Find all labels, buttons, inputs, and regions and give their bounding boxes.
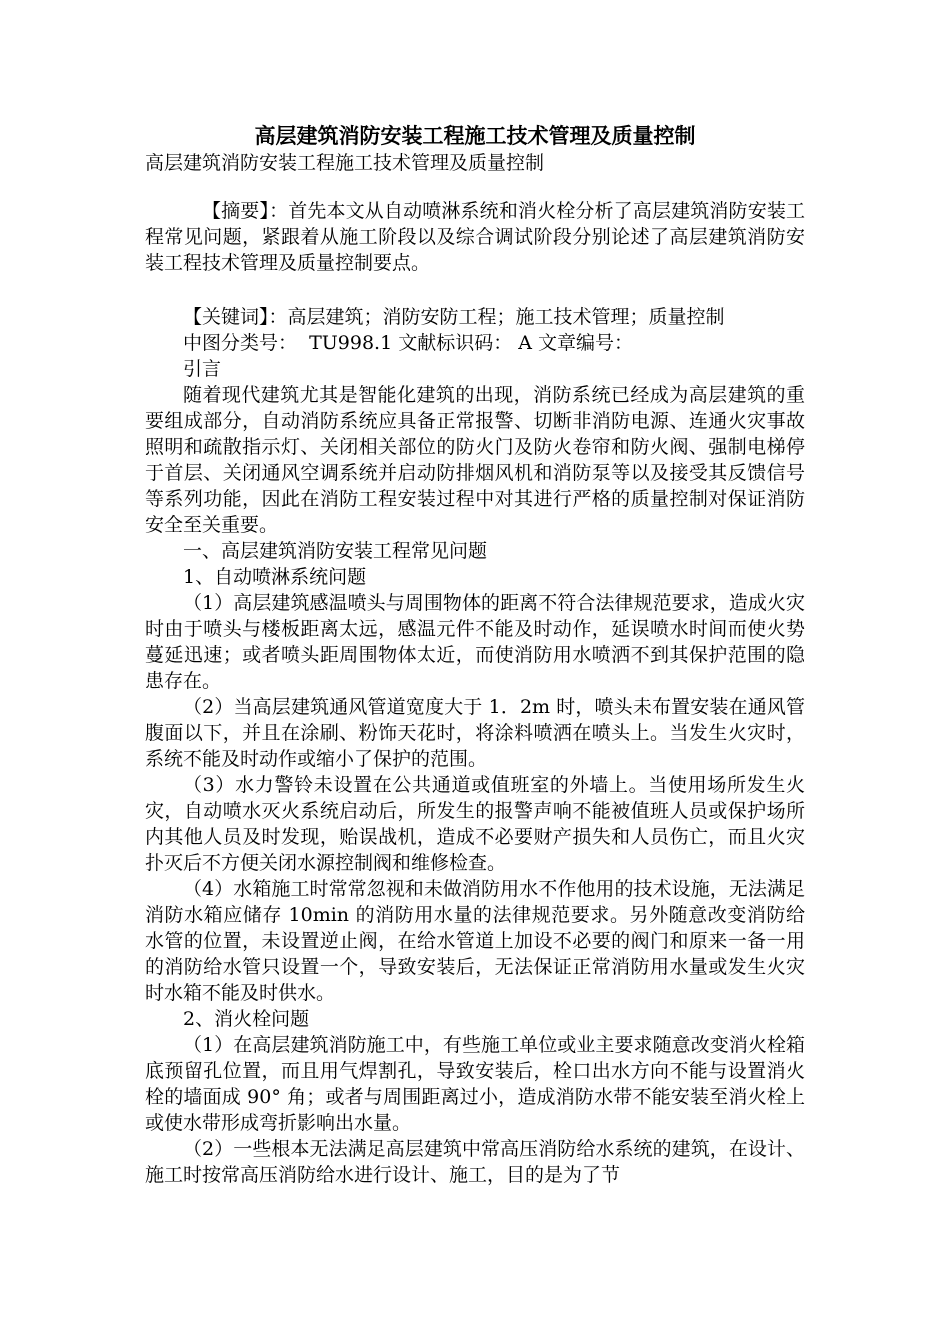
intro-heading: 引言 <box>183 358 222 380</box>
sprinkler-item-1: （1）高层建筑感温喷头与周围物体的距离不符合法律规范要求，造成火灾时由于喷头与楼板距离太远，感温元件不能及时动作，延误喷水时间而使火势蔓延迅速；或者喷头距周围物体太近，而使消防用水喷洒不到其保护范围的隐患存在。 <box>145 592 805 692</box>
document-body <box>145 198 805 1188</box>
document-subtitle: 高层建筑消防安装工程施工技术管理及质量控制 <box>145 152 545 174</box>
sprinkler-item-3: （3）水力警铃未设置在公共通道或值班室的外墙上。当使用场所发生火灾，自动喷水灭火系统启动后，所发生的报警声响不能被值班人员或保护场所内其他人员及时发现，贻误战机，造成不必要财产损失和人员伤亡，而且火灾扑灭后不方便关闭水源控制阀和维修检查。 <box>145 774 805 874</box>
sprinkler-item-2: （2）当高层建筑通风管道宽度大于 1．2m 时，喷头未布置安装在通风管腹面以下，并且在涂刷、粉饰天花时，将涂料喷洒在喷头上。当发生火灾时，系统不能及时动作或缩小了保护的范围。 <box>145 696 805 770</box>
classification-line: 中图分类号： TU998.1 文献标识码： A 文章编号： <box>183 332 633 354</box>
hydrant-item-2: （2）一些根本无法满足高层建筑中常高压消防给水系统的建筑，在设计、施工时按常高压消防给水进行设计、施工，目的是为了节 <box>145 1138 805 1186</box>
intro-paragraph: 随着现代建筑尤其是智能化建筑的出现，消防系统已经成为高层建筑的重要组成部分，自动消防系统应具备正常报警、切断非消防电源、连通火灾事故照明和疏散指示灯、关闭相关部位的防火门及防火卷帘和防火阀、强制电梯停于首层、关闭通风空调系统并启动防排烟风机和消防泵等以及接受其反馈信号等系列功能，因此在消防工程安装过程中对其进行严格的质量控制对保证消防安全至关重要。 <box>145 384 805 536</box>
abstract-paragraph: 【摘要】：首先本文从自动喷淋系统和消火栓分析了高层建筑消防安装工程常见问题，紧跟着从施工阶段以及综合调试阶段分别论述了高层建筑消防安装工程技术管理及质量控制要点。 <box>145 200 805 274</box>
subsection-heading-sprinkler: 1、自动喷淋系统问题 <box>183 566 367 588</box>
document-title: 高层建筑消防安装工程施工技术管理及质量控制 <box>254 123 696 148</box>
subsection-heading-hydrant: 2、消火栓问题 <box>183 1008 310 1030</box>
keywords-paragraph: 【关键词】：高层建筑；消防安防工程；施工技术管理；质量控制 <box>183 306 725 328</box>
sprinkler-item-4: （4）水箱施工时常常忽视和未做消防用水不作他用的技术设施，无法满足消防水箱应储存 10min 的消防用水量的法律规范要求。另外随意改变消防给水管的位置，未设置逆止阀，在给水管道上加设不必要的阀门和原来一备一用的消防给水管只设置一个，导致安装后，无法保证正常消防用水量或发生火灾时水箱不能及时供水。 <box>145 878 805 1004</box>
hydrant-item-1: （1）在高层建筑消防施工中，有些施工单位或业主要求随意改变消火栓箱底预留孔位置，而且用气焊割孔，导致安装后，栓口出水方向不能与设置消火栓的墙面成 90° 角；或者与周围距离过小，造成消防水带不能安装至消火栓上或使水带形成弯折影响出水量。 <box>145 1034 805 1134</box>
section-heading: 一、高层建筑消防安装工程常见问题 <box>183 540 488 562</box>
